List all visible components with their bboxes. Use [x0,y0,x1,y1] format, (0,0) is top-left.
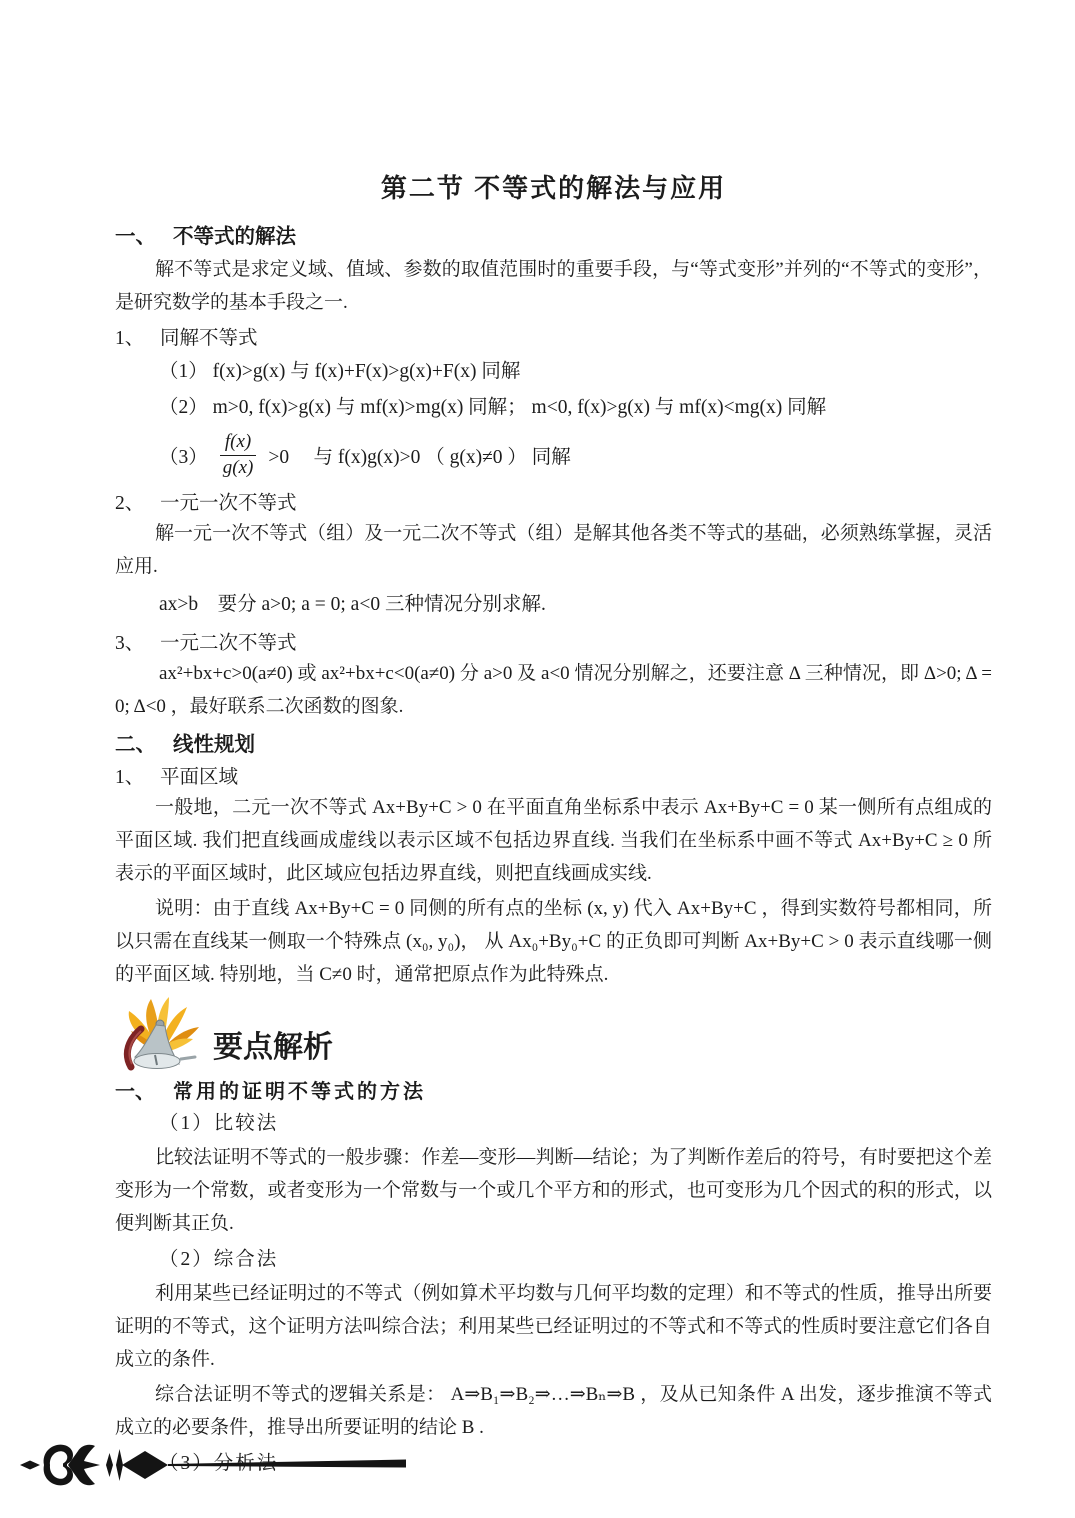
section1-title: 不等式的解法 [173,225,296,248]
page-content [115,168,992,1481]
equiv-rule-1: （1） f(x)>g(x) 与 f(x)+F(x)>g(x)+F(x) 同解 [159,361,521,382]
method2-paragraph2: 综合法证明不等式的逻辑关系是： A⇒B₁⇒B₂⇒…⇒Bₙ⇒B ，及从已知条件 A 出发，逐步推演不等式成立的必要条件，推导出所要证明的结论 B . [115,1383,992,1438]
method1-label: （1）比较法 [159,1112,279,1134]
equiv-rule-3-text: >0 与 f(x)g(x)>0 （ g(x)≠0 ） 同解 [268,447,571,469]
section1-intro: 解不等式是求定义域、值域、参数的取值范围时的重要手段，与“等式变形”并列的“不等式的变形”，是研究数学的基本手段之一. [115,259,992,313]
plane-region-paragraph: 一般地，二元一次不等式 Ax+By+C > 0 在平面直角坐标系中表示 Ax+By+C = 0 某一侧所有点组成的平面区域. 我们把直线画成虚线以表示区域不包括边界直线. 当我们在坐标系中画不等式 Ax+By+C ≥ 0 所表示的平面区域时，此区域应包括边界直线，则把直线画成实线. [115,796,992,884]
item2-formula: ax>b 要分 a>0; a = 0; a<0 三种情况分别求解. [159,593,546,615]
plane-region-number: 1、 [115,766,145,788]
equiv-rule-3-label: （3） [159,447,208,469]
divider-large-diamond [122,1451,168,1479]
item2-paragraph: 解一元一次不等式（组）及一元二次不等式（组）是解其他各类不等式的基础，必须熟练掌握，灵活应用. [115,522,992,577]
plane-region-title: 平面区域 [160,766,239,788]
methods-heading-number: 一、 [115,1080,155,1103]
item1-heading [115,322,992,350]
section1-number: 一、 [115,225,156,248]
method1-paragraph: 比较法证明不等式的一般步骤：作差—变形—判断—结论；为了判断作差后的符号，有时要把这个差变形为一个常数，或者变形为一个常数与一个或几个平方和的形式，也可变形为几个因式的积的形式，以便判断其正负. [115,1146,992,1234]
fraction-numerator: f(x) [220,431,256,456]
fraction [218,431,259,480]
item3-heading [115,627,992,655]
item2-number: 2、 [115,492,145,514]
plane-region-note: 说明：由于直线 Ax+By+C = 0 同侧的所有点的坐标 (x, y) 代入 Ax+By+C ，得到实数符号都相同，所以只需在直线某一侧取一个特殊点 (x₀, y₀)， 从 Ax₀+By₀+C 的正负即可判断 Ax+By+C > 0 表示直线哪一侧的平面区域. 特别地，当 C≠0 时，通常把原点作为此特殊点. [115,897,992,985]
section1-heading [115,219,992,249]
item3-number: 3、 [115,632,145,654]
keypoints-header [111,1001,992,1073]
divider-crown [68,1445,100,1485]
section2-heading [115,727,992,757]
divider-taper-line [168,1460,406,1468]
item3-title: 一元二次不等式 [160,632,297,654]
methods-heading-title: 常用的证明不等式的方法 [173,1080,426,1103]
method2-paragraph1: 利用某些已经证明过的不等式（例如算术平均数与几何平均数的定理）和不等式的性质，推导出所要证明的不等式，这个证明方法叫综合法；利用某些已经证明过的不等式和不等式的性质时要注意它们各自成立的条件. [115,1282,992,1370]
equiv-rule-3 [115,431,992,480]
methods-heading [115,1075,992,1104]
keypoints-title: 要点解析 [213,1030,333,1064]
fraction-denominator: g(x) [222,456,254,478]
page-title: 第二节 不等式的解法与应用 [380,173,727,203]
section2-number: 二、 [115,732,156,756]
plane-region-heading [115,761,992,789]
bell-flower-icon [111,993,211,1073]
equiv-rule-2: （2） m>0, f(x)>g(x) 与 mf(x)>mg(x) 同解； m<0, f(x)>g(x) 与 mf(x)<mg(x) 同解 [159,397,827,418]
item3-paragraph: ax²+bx+c>0(a≠0) 或 ax²+bx+c<0(a≠0) 分 a>0 及 a<0 情况分别解之，还要注意 Δ 三种情况，即 Δ>0; Δ = 0; Δ<0 ，最好联系二次函数的图象. [115,662,992,717]
item1-number: 1、 [115,328,145,349]
item1-title: 同解不等式 [160,328,258,349]
method2-label: （2）综合法 [159,1248,279,1270]
divider-small-diamond [20,1461,40,1470]
section2-title: 线性规划 [173,732,255,756]
flourish-divider-icon [18,1438,410,1492]
item2-heading [115,487,992,515]
item2-title: 一元一次不等式 [160,492,297,514]
